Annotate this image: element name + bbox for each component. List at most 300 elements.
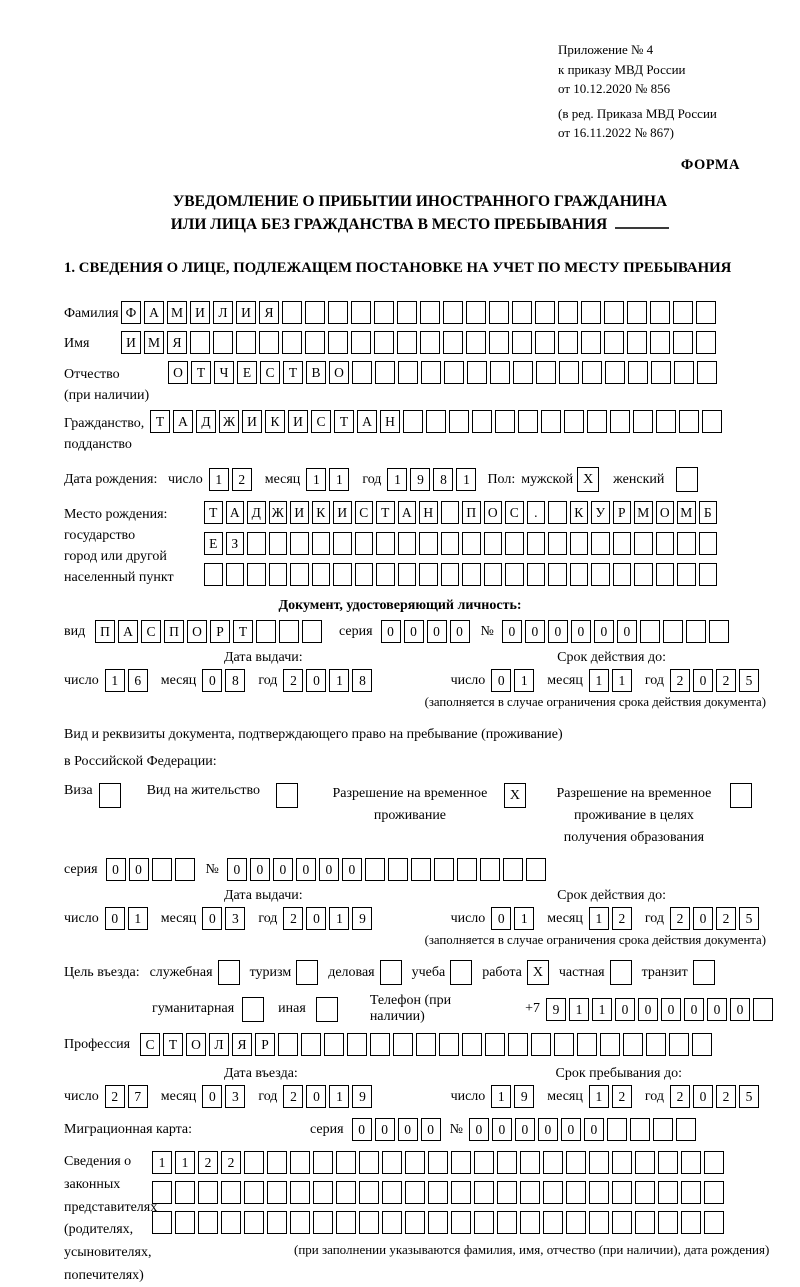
char-cell[interactable]: И xyxy=(290,501,309,524)
char-cell[interactable]: 2 xyxy=(670,669,690,692)
char-cell[interactable]: Л xyxy=(213,301,233,324)
char-cell[interactable]: А xyxy=(144,301,164,324)
char-cell[interactable] xyxy=(434,858,454,881)
char-cell[interactable]: С xyxy=(311,410,331,433)
char-cell[interactable]: 0 xyxy=(561,1118,581,1141)
char-cell[interactable]: И xyxy=(288,410,308,433)
char-cell[interactable]: М xyxy=(144,331,164,354)
char-cell[interactable] xyxy=(679,410,699,433)
char-cell[interactable] xyxy=(244,1181,264,1204)
char-cell[interactable]: 0 xyxy=(638,998,658,1021)
char-cell[interactable] xyxy=(419,532,438,555)
char-cell[interactable]: Ч xyxy=(214,361,234,384)
char-cell[interactable] xyxy=(623,1033,643,1056)
char-cell[interactable] xyxy=(443,331,463,354)
char-cell[interactable] xyxy=(558,331,578,354)
char-cell[interactable] xyxy=(388,858,408,881)
char-cell[interactable] xyxy=(696,331,716,354)
purpose-humanitarian-checkbox[interactable] xyxy=(242,997,264,1022)
char-cell[interactable] xyxy=(152,1211,172,1234)
char-cell[interactable]: К xyxy=(570,501,589,524)
char-cell[interactable] xyxy=(527,532,546,555)
char-cell[interactable] xyxy=(290,1211,310,1234)
char-cell[interactable] xyxy=(351,331,371,354)
char-cell[interactable]: 0 xyxy=(375,1118,395,1141)
edu-residence-checkbox[interactable] xyxy=(730,783,752,808)
char-cell[interactable] xyxy=(247,532,266,555)
char-cell[interactable]: Р xyxy=(255,1033,275,1056)
char-cell[interactable]: А xyxy=(398,501,417,524)
char-cell[interactable]: С xyxy=(355,501,374,524)
char-cell[interactable]: А xyxy=(118,620,138,643)
char-cell[interactable]: 1 xyxy=(592,998,612,1021)
char-cell[interactable] xyxy=(333,563,352,586)
char-cell[interactable]: У xyxy=(591,501,610,524)
residence-permit-checkbox[interactable] xyxy=(276,783,298,808)
char-cell[interactable]: 0 xyxy=(296,858,316,881)
sex-male-checkbox[interactable]: X xyxy=(577,467,599,492)
char-cell[interactable]: 1 xyxy=(209,468,229,491)
char-cell[interactable]: 3 xyxy=(225,1085,245,1108)
char-cell[interactable] xyxy=(226,563,245,586)
char-cell[interactable]: М xyxy=(677,501,696,524)
char-cell[interactable]: 1 xyxy=(387,468,407,491)
char-cell[interactable] xyxy=(570,532,589,555)
purpose-other-checkbox[interactable] xyxy=(316,997,338,1022)
char-cell[interactable]: Н xyxy=(380,410,400,433)
char-cell[interactable] xyxy=(290,563,309,586)
char-cell[interactable] xyxy=(333,532,352,555)
char-cell[interactable] xyxy=(375,361,395,384)
char-cell[interactable] xyxy=(535,331,555,354)
char-cell[interactable]: 0 xyxy=(106,858,126,881)
char-cell[interactable] xyxy=(443,301,463,324)
char-cell[interactable] xyxy=(656,563,675,586)
char-cell[interactable] xyxy=(607,1118,627,1141)
char-cell[interactable] xyxy=(673,331,693,354)
char-cell[interactable] xyxy=(581,301,601,324)
char-cell[interactable] xyxy=(290,1181,310,1204)
char-cell[interactable]: С xyxy=(505,501,524,524)
char-cell[interactable] xyxy=(558,301,578,324)
char-cell[interactable]: 0 xyxy=(129,858,149,881)
char-cell[interactable]: 2 xyxy=(612,1085,632,1108)
char-cell[interactable]: Т xyxy=(163,1033,183,1056)
char-cell[interactable]: 0 xyxy=(306,669,326,692)
char-cell[interactable] xyxy=(692,1033,712,1056)
char-cell[interactable]: К xyxy=(312,501,331,524)
char-cell[interactable]: 0 xyxy=(306,1085,326,1108)
char-cell[interactable]: 0 xyxy=(469,1118,489,1141)
char-cell[interactable]: 8 xyxy=(433,468,453,491)
char-cell[interactable]: 0 xyxy=(615,998,635,1021)
char-cell[interactable]: 2 xyxy=(283,907,303,930)
char-cell[interactable] xyxy=(403,410,423,433)
char-cell[interactable]: 0 xyxy=(492,1118,512,1141)
char-cell[interactable]: 0 xyxy=(450,620,470,643)
purpose-tourism-checkbox[interactable] xyxy=(296,960,318,985)
char-cell[interactable]: 2 xyxy=(670,1085,690,1108)
char-cell[interactable] xyxy=(518,410,538,433)
char-cell[interactable]: 0 xyxy=(342,858,362,881)
char-cell[interactable] xyxy=(508,1033,528,1056)
char-cell[interactable]: 2 xyxy=(105,1085,125,1108)
char-cell[interactable] xyxy=(686,620,706,643)
char-cell[interactable] xyxy=(374,331,394,354)
char-cell[interactable] xyxy=(512,331,532,354)
char-cell[interactable] xyxy=(256,620,276,643)
char-cell[interactable] xyxy=(699,563,718,586)
char-cell[interactable] xyxy=(359,1211,379,1234)
char-cell[interactable]: 1 xyxy=(589,1085,609,1108)
char-cell[interactable]: О xyxy=(656,501,675,524)
char-cell[interactable]: 5 xyxy=(739,669,759,692)
char-cell[interactable]: 9 xyxy=(352,1085,372,1108)
char-cell[interactable] xyxy=(564,410,584,433)
char-cell[interactable]: 0 xyxy=(398,1118,418,1141)
char-cell[interactable] xyxy=(382,1211,402,1234)
char-cell[interactable] xyxy=(328,301,348,324)
char-cell[interactable]: 0 xyxy=(319,858,339,881)
char-cell[interactable]: Л xyxy=(209,1033,229,1056)
char-cell[interactable] xyxy=(441,532,460,555)
sex-female-checkbox[interactable] xyxy=(676,467,698,492)
char-cell[interactable] xyxy=(591,532,610,555)
char-cell[interactable] xyxy=(554,1033,574,1056)
char-cell[interactable] xyxy=(589,1181,609,1204)
char-cell[interactable] xyxy=(646,1033,666,1056)
char-cell[interactable]: 2 xyxy=(716,669,736,692)
char-cell[interactable] xyxy=(376,563,395,586)
char-cell[interactable]: 0 xyxy=(693,907,713,930)
char-cell[interactable]: Т xyxy=(283,361,303,384)
char-cell[interactable] xyxy=(612,1211,632,1234)
char-cell[interactable] xyxy=(489,301,509,324)
char-cell[interactable]: О xyxy=(168,361,188,384)
purpose-transit-checkbox[interactable] xyxy=(693,960,715,985)
char-cell[interactable] xyxy=(374,301,394,324)
char-cell[interactable]: 6 xyxy=(128,669,148,692)
char-cell[interactable] xyxy=(405,1181,425,1204)
char-cell[interactable] xyxy=(426,410,446,433)
char-cell[interactable]: 0 xyxy=(661,998,681,1021)
char-cell[interactable]: 1 xyxy=(329,669,349,692)
char-cell[interactable] xyxy=(474,1211,494,1234)
char-cell[interactable]: Т xyxy=(204,501,223,524)
char-cell[interactable]: 2 xyxy=(716,1085,736,1108)
char-cell[interactable] xyxy=(663,620,683,643)
char-cell[interactable]: 1 xyxy=(105,669,125,692)
char-cell[interactable] xyxy=(397,301,417,324)
char-cell[interactable] xyxy=(204,563,223,586)
char-cell[interactable]: Т xyxy=(233,620,253,643)
char-cell[interactable]: 2 xyxy=(221,1151,241,1174)
char-cell[interactable]: 1 xyxy=(491,1085,511,1108)
char-cell[interactable]: 0 xyxy=(538,1118,558,1141)
char-cell[interactable] xyxy=(305,331,325,354)
char-cell[interactable] xyxy=(634,532,653,555)
char-cell[interactable] xyxy=(497,1211,517,1234)
char-cell[interactable] xyxy=(520,1211,540,1234)
char-cell[interactable]: 1 xyxy=(175,1151,195,1174)
char-cell[interactable] xyxy=(428,1181,448,1204)
char-cell[interactable]: 9 xyxy=(352,907,372,930)
char-cell[interactable]: 2 xyxy=(612,907,632,930)
char-cell[interactable]: 7 xyxy=(128,1085,148,1108)
char-cell[interactable] xyxy=(677,532,696,555)
char-cell[interactable]: М xyxy=(167,301,187,324)
char-cell[interactable] xyxy=(709,620,729,643)
char-cell[interactable]: 1 xyxy=(329,907,349,930)
char-cell[interactable] xyxy=(484,532,503,555)
char-cell[interactable]: 1 xyxy=(329,468,349,491)
char-cell[interactable] xyxy=(428,1211,448,1234)
char-cell[interactable] xyxy=(259,331,279,354)
char-cell[interactable]: 0 xyxy=(502,620,522,643)
char-cell[interactable] xyxy=(559,361,579,384)
char-cell[interactable] xyxy=(457,858,477,881)
char-cell[interactable] xyxy=(175,1181,195,1204)
char-cell[interactable] xyxy=(416,1033,436,1056)
char-cell[interactable] xyxy=(466,301,486,324)
char-cell[interactable]: Т xyxy=(150,410,170,433)
char-cell[interactable]: Я xyxy=(167,331,187,354)
char-cell[interactable] xyxy=(656,410,676,433)
char-cell[interactable] xyxy=(244,1211,264,1234)
char-cell[interactable]: 0 xyxy=(617,620,637,643)
char-cell[interactable] xyxy=(673,301,693,324)
char-cell[interactable] xyxy=(419,563,438,586)
char-cell[interactable] xyxy=(704,1181,724,1204)
char-cell[interactable] xyxy=(548,532,567,555)
char-cell[interactable] xyxy=(674,361,694,384)
char-cell[interactable]: 0 xyxy=(584,1118,604,1141)
char-cell[interactable] xyxy=(462,532,481,555)
char-cell[interactable] xyxy=(480,858,500,881)
char-cell[interactable] xyxy=(681,1211,701,1234)
char-cell[interactable] xyxy=(359,1181,379,1204)
char-cell[interactable] xyxy=(513,361,533,384)
char-cell[interactable]: . xyxy=(527,501,546,524)
char-cell[interactable]: Д xyxy=(196,410,216,433)
char-cell[interactable] xyxy=(604,331,624,354)
char-cell[interactable]: Ж xyxy=(219,410,239,433)
char-cell[interactable] xyxy=(282,331,302,354)
char-cell[interactable]: 2 xyxy=(670,907,690,930)
char-cell[interactable] xyxy=(467,361,487,384)
char-cell[interactable]: 3 xyxy=(225,907,245,930)
char-cell[interactable] xyxy=(312,532,331,555)
char-cell[interactable] xyxy=(613,563,632,586)
char-cell[interactable] xyxy=(305,301,325,324)
char-cell[interactable] xyxy=(328,331,348,354)
char-cell[interactable]: 0 xyxy=(105,907,125,930)
char-cell[interactable]: Ж xyxy=(269,501,288,524)
char-cell[interactable]: Р xyxy=(613,501,632,524)
char-cell[interactable] xyxy=(267,1181,287,1204)
char-cell[interactable]: М xyxy=(634,501,653,524)
char-cell[interactable]: 1 xyxy=(569,998,589,1021)
char-cell[interactable]: 8 xyxy=(352,669,372,692)
char-cell[interactable]: 0 xyxy=(404,620,424,643)
char-cell[interactable]: А xyxy=(226,501,245,524)
char-cell[interactable]: 1 xyxy=(589,907,609,930)
char-cell[interactable] xyxy=(505,563,524,586)
char-cell[interactable]: 2 xyxy=(716,907,736,930)
char-cell[interactable] xyxy=(352,361,372,384)
char-cell[interactable] xyxy=(355,532,374,555)
char-cell[interactable] xyxy=(613,532,632,555)
char-cell[interactable] xyxy=(541,410,561,433)
char-cell[interactable] xyxy=(635,1181,655,1204)
purpose-work-checkbox[interactable]: X xyxy=(527,960,549,985)
char-cell[interactable]: 0 xyxy=(421,1118,441,1141)
char-cell[interactable] xyxy=(190,331,210,354)
char-cell[interactable] xyxy=(351,301,371,324)
char-cell[interactable] xyxy=(484,563,503,586)
purpose-private-checkbox[interactable] xyxy=(610,960,632,985)
char-cell[interactable] xyxy=(420,331,440,354)
char-cell[interactable]: Б xyxy=(699,501,718,524)
char-cell[interactable] xyxy=(635,1211,655,1234)
char-cell[interactable] xyxy=(441,563,460,586)
char-cell[interactable]: 2 xyxy=(283,1085,303,1108)
char-cell[interactable] xyxy=(398,361,418,384)
char-cell[interactable]: 0 xyxy=(515,1118,535,1141)
char-cell[interactable]: П xyxy=(95,620,115,643)
char-cell[interactable] xyxy=(536,361,556,384)
char-cell[interactable] xyxy=(439,1033,459,1056)
char-cell[interactable] xyxy=(681,1181,701,1204)
char-cell[interactable] xyxy=(462,1033,482,1056)
char-cell[interactable] xyxy=(526,858,546,881)
char-cell[interactable] xyxy=(753,998,773,1021)
char-cell[interactable] xyxy=(282,301,302,324)
char-cell[interactable]: 1 xyxy=(456,468,476,491)
char-cell[interactable]: И xyxy=(190,301,210,324)
char-cell[interactable]: Т xyxy=(376,501,395,524)
char-cell[interactable]: 0 xyxy=(202,1085,222,1108)
char-cell[interactable]: Р xyxy=(210,620,230,643)
char-cell[interactable] xyxy=(628,361,648,384)
char-cell[interactable] xyxy=(152,1181,172,1204)
char-cell[interactable]: Н xyxy=(419,501,438,524)
char-cell[interactable]: 0 xyxy=(491,907,511,930)
char-cell[interactable]: 9 xyxy=(514,1085,534,1108)
char-cell[interactable] xyxy=(279,620,299,643)
char-cell[interactable] xyxy=(398,563,417,586)
char-cell[interactable] xyxy=(531,1033,551,1056)
char-cell[interactable] xyxy=(405,1211,425,1234)
purpose-official-checkbox[interactable] xyxy=(218,960,240,985)
char-cell[interactable] xyxy=(600,1033,620,1056)
char-cell[interactable]: Т xyxy=(334,410,354,433)
char-cell[interactable]: 1 xyxy=(128,907,148,930)
char-cell[interactable] xyxy=(376,532,395,555)
char-cell[interactable] xyxy=(472,410,492,433)
char-cell[interactable] xyxy=(634,563,653,586)
char-cell[interactable] xyxy=(398,532,417,555)
char-cell[interactable] xyxy=(566,1181,586,1204)
char-cell[interactable] xyxy=(175,858,195,881)
char-cell[interactable]: 9 xyxy=(410,468,430,491)
char-cell[interactable] xyxy=(630,1118,650,1141)
char-cell[interactable]: 9 xyxy=(546,998,566,1021)
char-cell[interactable] xyxy=(640,620,660,643)
char-cell[interactable]: С xyxy=(141,620,161,643)
char-cell[interactable] xyxy=(612,1181,632,1204)
char-cell[interactable] xyxy=(512,301,532,324)
char-cell[interactable] xyxy=(702,410,722,433)
char-cell[interactable] xyxy=(451,1181,471,1204)
char-cell[interactable] xyxy=(566,1211,586,1234)
char-cell[interactable]: 1 xyxy=(306,468,326,491)
char-cell[interactable] xyxy=(604,301,624,324)
char-cell[interactable] xyxy=(312,563,331,586)
char-cell[interactable] xyxy=(301,1033,321,1056)
char-cell[interactable]: 0 xyxy=(730,998,750,1021)
char-cell[interactable]: С xyxy=(260,361,280,384)
char-cell[interactable] xyxy=(441,501,460,524)
char-cell[interactable]: 0 xyxy=(381,620,401,643)
char-cell[interactable] xyxy=(656,532,675,555)
char-cell[interactable] xyxy=(527,563,546,586)
char-cell[interactable] xyxy=(449,410,469,433)
char-cell[interactable] xyxy=(355,563,374,586)
char-cell[interactable] xyxy=(466,331,486,354)
char-cell[interactable]: О xyxy=(186,1033,206,1056)
char-cell[interactable] xyxy=(699,532,718,555)
char-cell[interactable] xyxy=(610,410,630,433)
char-cell[interactable] xyxy=(677,563,696,586)
char-cell[interactable]: 1 xyxy=(329,1085,349,1108)
purpose-business-checkbox[interactable] xyxy=(380,960,402,985)
char-cell[interactable]: О xyxy=(329,361,349,384)
char-cell[interactable] xyxy=(696,301,716,324)
char-cell[interactable]: Я xyxy=(232,1033,252,1056)
char-cell[interactable]: К xyxy=(265,410,285,433)
char-cell[interactable]: 0 xyxy=(707,998,727,1021)
char-cell[interactable]: 0 xyxy=(273,858,293,881)
char-cell[interactable] xyxy=(650,301,670,324)
char-cell[interactable] xyxy=(676,1118,696,1141)
char-cell[interactable]: 0 xyxy=(202,669,222,692)
char-cell[interactable] xyxy=(485,1033,505,1056)
char-cell[interactable]: Я xyxy=(259,301,279,324)
char-cell[interactable] xyxy=(474,1181,494,1204)
char-cell[interactable]: 0 xyxy=(548,620,568,643)
char-cell[interactable] xyxy=(313,1181,333,1204)
char-cell[interactable] xyxy=(589,1211,609,1234)
char-cell[interactable]: П xyxy=(164,620,184,643)
char-cell[interactable] xyxy=(505,532,524,555)
char-cell[interactable]: О xyxy=(484,501,503,524)
temp-residence-checkbox[interactable]: X xyxy=(504,783,526,808)
char-cell[interactable] xyxy=(421,361,441,384)
char-cell[interactable] xyxy=(393,1033,413,1056)
char-cell[interactable]: 0 xyxy=(352,1118,372,1141)
char-cell[interactable] xyxy=(587,410,607,433)
char-cell[interactable]: П xyxy=(462,501,481,524)
char-cell[interactable] xyxy=(278,1033,298,1056)
char-cell[interactable]: 5 xyxy=(739,907,759,930)
char-cell[interactable] xyxy=(503,858,523,881)
char-cell[interactable] xyxy=(269,532,288,555)
char-cell[interactable]: А xyxy=(357,410,377,433)
char-cell[interactable] xyxy=(582,361,602,384)
char-cell[interactable]: О xyxy=(187,620,207,643)
char-cell[interactable]: 0 xyxy=(684,998,704,1021)
